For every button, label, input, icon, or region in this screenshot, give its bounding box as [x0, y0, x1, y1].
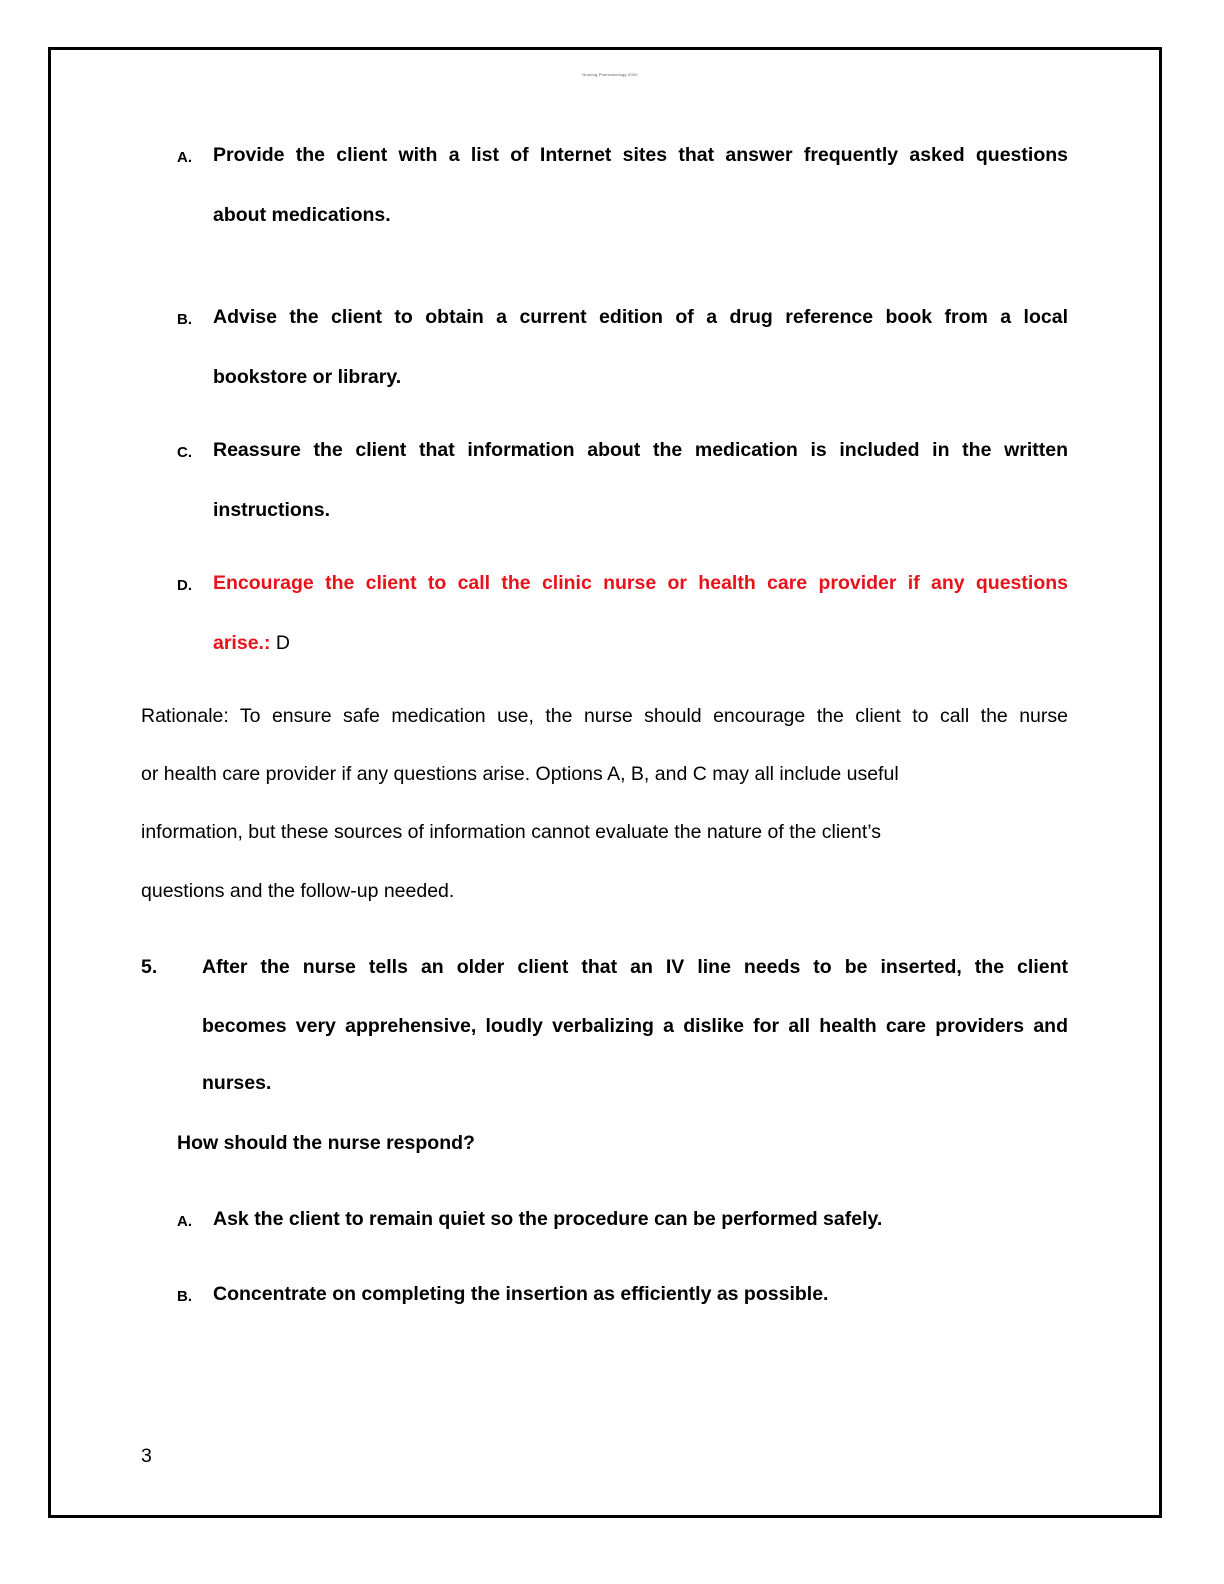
q4-answer-key: D	[270, 632, 290, 654]
rationale-line-1: Rationale: To ensure safe medication use, the nurse should encourage the client to call the nurse	[141, 705, 1068, 727]
q4-option-b-line-1: Advise the client to obtain a current edition of a drug reference book from a local	[213, 306, 1068, 328]
q4-option-a-letter: A.	[177, 149, 192, 166]
q5-option-b-text: Concentrate on completing the insertion as efficiently as possible.	[213, 1283, 829, 1305]
page-number: 3	[141, 1445, 152, 1467]
q5-stem-line-3: nurses.	[202, 1072, 272, 1094]
q4-option-d-letter: D.	[177, 577, 192, 594]
q4-correct-answer-text: arise.:	[213, 632, 271, 654]
q5-stem-line-2: becomes very apprehensive, loudly verbalizing a dislike for all health care providers and	[202, 1015, 1068, 1037]
q5-option-a-text: Ask the client to remain quiet so the procedure can be performed safely.	[213, 1208, 883, 1230]
q5-option-a-letter: A.	[177, 1213, 192, 1230]
q4-option-a-line-2: about medications.	[213, 204, 391, 226]
q4-option-d-line-2	[213, 631, 290, 655]
rationale-line-2: or health care provider if any questions arise. Options A, B, and C may all include useful	[141, 763, 899, 785]
q4-option-c-letter: C.	[177, 444, 192, 461]
q4-option-b-line-2: bookstore or library.	[213, 366, 402, 388]
rationale-line-3: information, but these sources of information cannot evaluate the nature of the client’s	[141, 821, 882, 843]
q5-prompt: How should the nurse respond?	[177, 1132, 475, 1154]
header-mark: Nursing Pharmacology 2020	[582, 72, 638, 77]
q4-option-b-letter: B.	[177, 311, 192, 328]
q4-option-d-line-1: Encourage the client to call the clinic nurse or health care provider if any questions	[213, 572, 1068, 594]
q5-option-b-letter: B.	[177, 1288, 192, 1305]
q4-option-c-line-2: instructions.	[213, 499, 331, 521]
q5-stem-line-1: After the nurse tells an older client that an IV line needs to be inserted, the client	[202, 956, 1068, 978]
q4-option-a-line-1: Provide the client with a list of Internet sites that answer frequently asked questions	[213, 144, 1068, 166]
q5-number: 5.	[141, 956, 158, 978]
q4-option-c-line-1: Reassure the client that information about the medication is included in the written	[213, 439, 1068, 461]
rationale-line-4: questions and the follow-up needed.	[141, 880, 455, 902]
